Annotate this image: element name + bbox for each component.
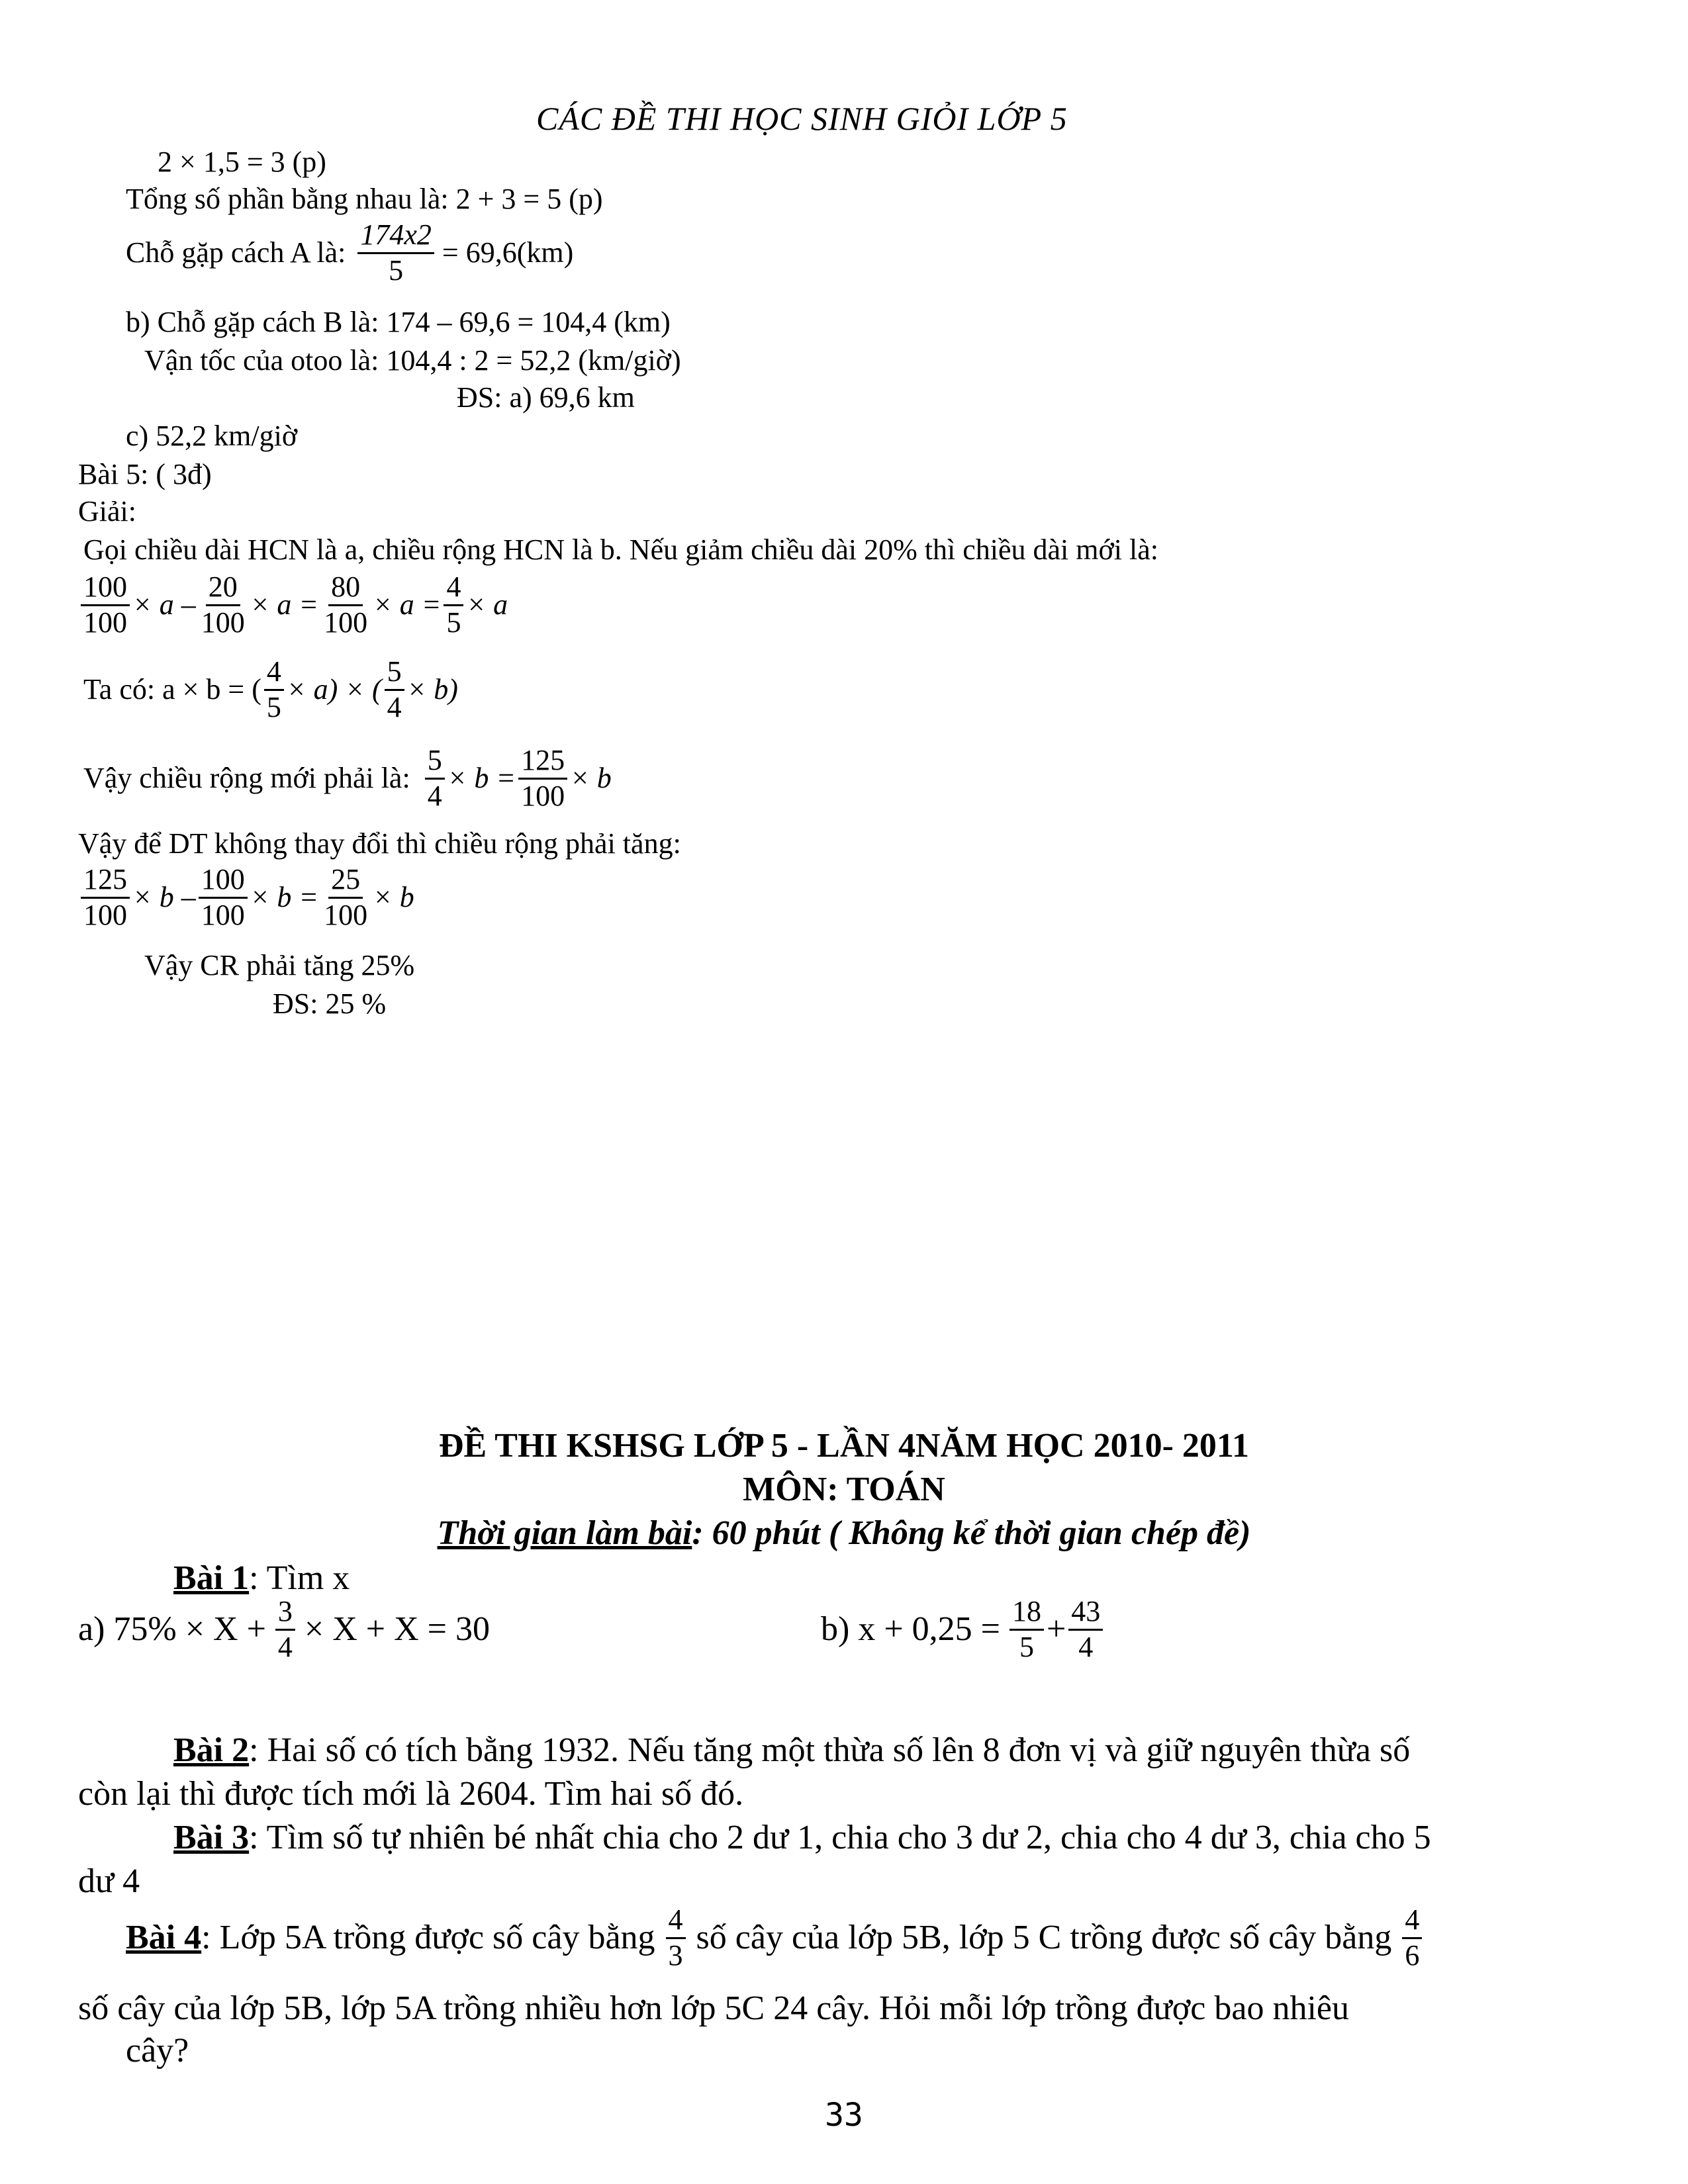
equation-width-increase (78, 863, 414, 932)
fraction-numerator: 3 (275, 1595, 295, 1631)
equation-text: a) 75% × X + (78, 1610, 266, 1649)
fraction-denominator: 100 (324, 606, 368, 639)
fraction-denominator: 5 (446, 606, 461, 639)
equation-new-width (83, 744, 612, 813)
fraction-numerator: 4 (1402, 1903, 1422, 1939)
bai3-label: Bài 3 (173, 1819, 250, 1856)
fraction-numerator: 100 (81, 570, 130, 606)
bai4-text: số cây của lớp 5B, lớp 5 C trồng được số cây bằng (696, 1919, 1392, 1957)
fraction (666, 1903, 686, 1972)
bai4-label: Bài 4 (126, 1919, 202, 1957)
bai1-text: : Tìm x (249, 1559, 350, 1597)
solution-line-3 (126, 218, 573, 287)
fraction-denominator: 100 (521, 779, 565, 812)
answer-c: c) 52,2 km/giờ (126, 420, 298, 452)
fraction-numerator: 18 (1009, 1595, 1044, 1631)
time-label: Thời gian làm bài (437, 1514, 692, 1552)
fraction (357, 218, 434, 287)
fraction-numerator: 125 (518, 744, 567, 780)
time-detail: : 60 phút ( Không kể thời gian chép đề) (692, 1514, 1251, 1552)
page-number: 33 (825, 2097, 863, 2134)
fraction-numerator: 174x2 (357, 218, 434, 254)
fraction-denominator: 100 (83, 606, 127, 639)
fraction-denominator: 3 (668, 1938, 683, 1972)
equation-text: + (1046, 1610, 1066, 1649)
bai4-line-2: số cây của lớp 5B, lớp 5A trồng nhiều hơn lớp 5C 24 cây. Hỏi mỗi lớp trồng được bao nhiêu (78, 1989, 1349, 2027)
fraction (321, 863, 370, 932)
fraction-numerator: 5 (385, 655, 404, 691)
bai4-line-1 (126, 1903, 1425, 1972)
equation-text: × a = (250, 588, 319, 621)
bai2-line-1 (173, 1730, 1410, 1771)
equation-text: × a = (373, 588, 442, 621)
answer-a: ĐS: a) 69,6 km (457, 381, 635, 414)
fraction (1068, 1595, 1103, 1664)
giai-label: Giải: (78, 495, 136, 527)
fraction-denominator: 100 (201, 606, 245, 639)
solution-line-5: Vận tốc của otoo là: 104,4 : 2 = 52,2 (km/giờ) (144, 344, 681, 377)
fraction-denominator: 4 (1078, 1630, 1094, 1663)
bai1-part-a (78, 1595, 490, 1664)
fraction-numerator: 100 (199, 863, 248, 899)
solution-line-1: 2 × 1,5 = 3 (p) (158, 146, 326, 178)
fraction-numerator: 4 (666, 1903, 686, 1939)
bai2-text: : Hai số có tích bằng 1932. Nếu tăng một thừa số lên 8 đơn vị và giữ nguyên thừa số (249, 1731, 1411, 1769)
equation-text: × b (373, 881, 414, 914)
final-answer: ĐS: 25 % (273, 987, 387, 1020)
fraction (425, 744, 445, 813)
exam-subject: MÔN: TOÁN (743, 1471, 945, 1508)
fraction (275, 1595, 295, 1664)
fraction (518, 744, 567, 813)
fraction (81, 570, 130, 639)
fraction-denominator: 5 (266, 690, 281, 723)
equation-text: Ta có: a × b = ( (83, 673, 261, 706)
fraction (1402, 1903, 1422, 1972)
fraction-denominator: 6 (1405, 1938, 1420, 1972)
equation-text: × b (570, 762, 612, 795)
fraction-denominator: 4 (427, 779, 442, 812)
equation-text: × a – (132, 588, 196, 621)
solution-line-2: Tổng số phần bằng nhau là: 2 + 3 = 5 (p) (126, 183, 603, 215)
fraction-numerator: 25 (328, 863, 363, 899)
fraction (444, 570, 463, 639)
bai3-line-2: dư 4 (78, 1862, 140, 1900)
fraction (1009, 1595, 1044, 1664)
fraction (264, 655, 284, 724)
fraction-denominator: 5 (1019, 1630, 1034, 1663)
fraction-denominator: 100 (324, 898, 368, 931)
solution-line-4: b) Chỗ gặp cách B là: 174 – 69,6 = 104,4 (km) (126, 306, 671, 338)
fraction-numerator: 43 (1068, 1595, 1103, 1631)
equation-text: × a) × ( (286, 673, 382, 706)
fraction-numerator: 125 (81, 863, 130, 899)
bai3-line-1 (173, 1817, 1431, 1858)
fraction-denominator: 5 (389, 253, 404, 287)
bai1-part-b (821, 1595, 1105, 1664)
fraction-numerator: 80 (328, 570, 363, 606)
fraction (385, 655, 404, 724)
equation-text: × b = (250, 881, 319, 914)
equation-text: Vậy chiều rộng mới phải là: (83, 762, 410, 795)
fraction-denominator: 4 (277, 1630, 293, 1663)
meeting-point-a-label: Chỗ gặp cách A là: (126, 236, 346, 269)
equation-text: × X + X = 30 (304, 1610, 491, 1649)
bai5-intro: Gọi chiều dài HCN là a, chiều rộng HCN là b. Nếu giảm chiều dài 20% thì chiều dài mới là: (83, 533, 1158, 566)
fraction-denominator: 100 (201, 898, 245, 931)
exam-title: ĐỀ THI KSHSG LỚP 5 - LẦN 4NĂM HỌC 2010- 2011 (438, 1427, 1250, 1465)
equation-text: × a (466, 588, 508, 621)
fraction-numerator: 4 (264, 655, 284, 691)
bai1-heading (173, 1558, 350, 1599)
bai3-text: : Tìm số tự nhiên bé nhất chia cho 2 dư 1, chia cho 3 dư 2, chia cho 4 dư 3, chia cho 5 (249, 1819, 1431, 1856)
width-increase-intro: Vậy để DT không thay đổi thì chiều rộng phải tăng: (78, 827, 681, 860)
equation-area (83, 655, 458, 724)
fraction (81, 863, 130, 932)
page-header: CÁC ĐỀ THI HỌC SINH GIỎI LỚP 5 (536, 100, 1068, 137)
fraction-denominator: 100 (83, 898, 127, 931)
fraction-denominator: 4 (387, 690, 402, 723)
bai4-text: : Lớp 5A trồng được số cây bằng (201, 1919, 655, 1957)
bai1-label: Bài 1 (173, 1559, 250, 1597)
meeting-point-a-result: = 69,6(km) (442, 236, 574, 269)
bai5-heading: Bài 5: ( 3đ) (78, 458, 212, 490)
fraction-numerator: 20 (206, 570, 240, 606)
bai2-line-2: còn lại thì được tích mới là 2604. Tìm hai số đó. (78, 1775, 744, 1813)
equation-length (78, 570, 508, 639)
fraction-numerator: 5 (425, 744, 445, 780)
exam-time (0, 1513, 1688, 1554)
fraction-numerator: 4 (444, 570, 463, 606)
equation-text: b) x + 0,25 = (821, 1610, 1000, 1649)
bai4-line-3: cây? (126, 2032, 189, 2070)
fraction (321, 570, 370, 639)
fraction (199, 570, 248, 639)
conclusion: Vậy CR phải tăng 25% (144, 949, 415, 981)
equation-text: × b = (447, 762, 516, 795)
bai2-label: Bài 2 (173, 1731, 250, 1769)
equation-text: × b – (132, 881, 196, 914)
fraction (199, 863, 248, 932)
equation-text: × b) (406, 673, 458, 706)
